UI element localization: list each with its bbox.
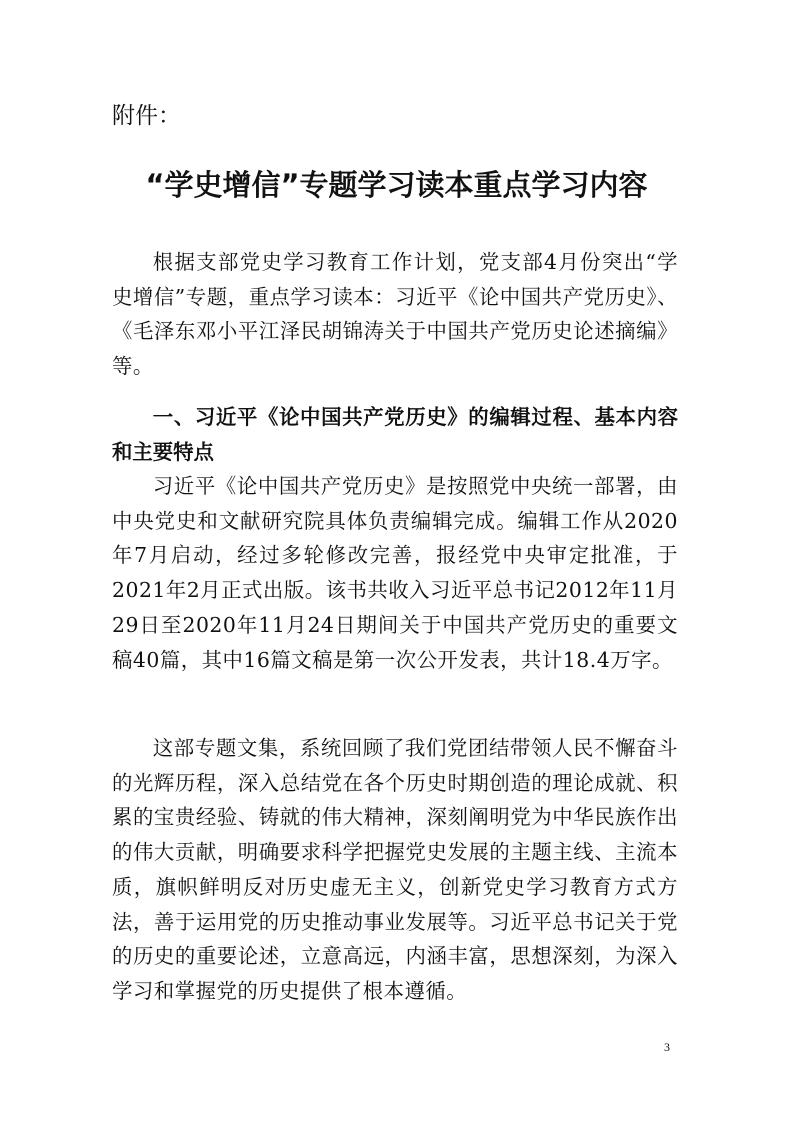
intro-paragraph: 根据支部党史学习教育工作计划，党支部4月份突出“学史增信”专题，重点学习读本：习近平《论中国共产党历史》、《毛泽东邓小平江泽民胡锦涛关于中国共产党历史论述摘编》等。: [112, 250, 678, 379]
section-paragraph-2: 这部专题文集，系统回顾了我们党团结带领人民不懈奋斗的光辉历程，深入总结党在各个历史时期创造的理论成就、积累的宝贵经验、铸就的伟大精神，深刻阐明党为中华民族作出的伟大贡献，明确要求科学把握党史发展的主题主线、主流本质，旗帜鲜明反对历史虚无主义，创新党史学习教育方式方法，善于运用党的历史推动事业发展等。习近平总书记关于党的历史的重要论述，立意高远，内涵丰富，思想深刻，为深入学习和掌握党的历史提供了根本遵循。: [112, 736, 678, 1003]
document-title: “学史增信”专题学习读本重点学习内容: [145, 168, 648, 202]
attachment-label: 附件：: [112, 103, 181, 129]
section-paragraph-1: 习近平《论中国共产党历史》是按照党中央统一部署，由中央党史和文献研究院具体负责编辑完成。编辑工作从2020年7月启动，经过多轮修改完善，报经党中央审定批准，于2021年2月正式出版。该书共收入习近平总书记2012年11月29日至2020年11月24日期间关于中国共产党历史的重要文稿40篇，其中16篇文稿是第一次公开发表，共计18.4万字。: [112, 474, 679, 672]
page-number: 3: [664, 1040, 670, 1054]
section-heading: 一、习近平《论中国共产党历史》的编辑过程、基本内容和主要特点: [112, 405, 678, 464]
